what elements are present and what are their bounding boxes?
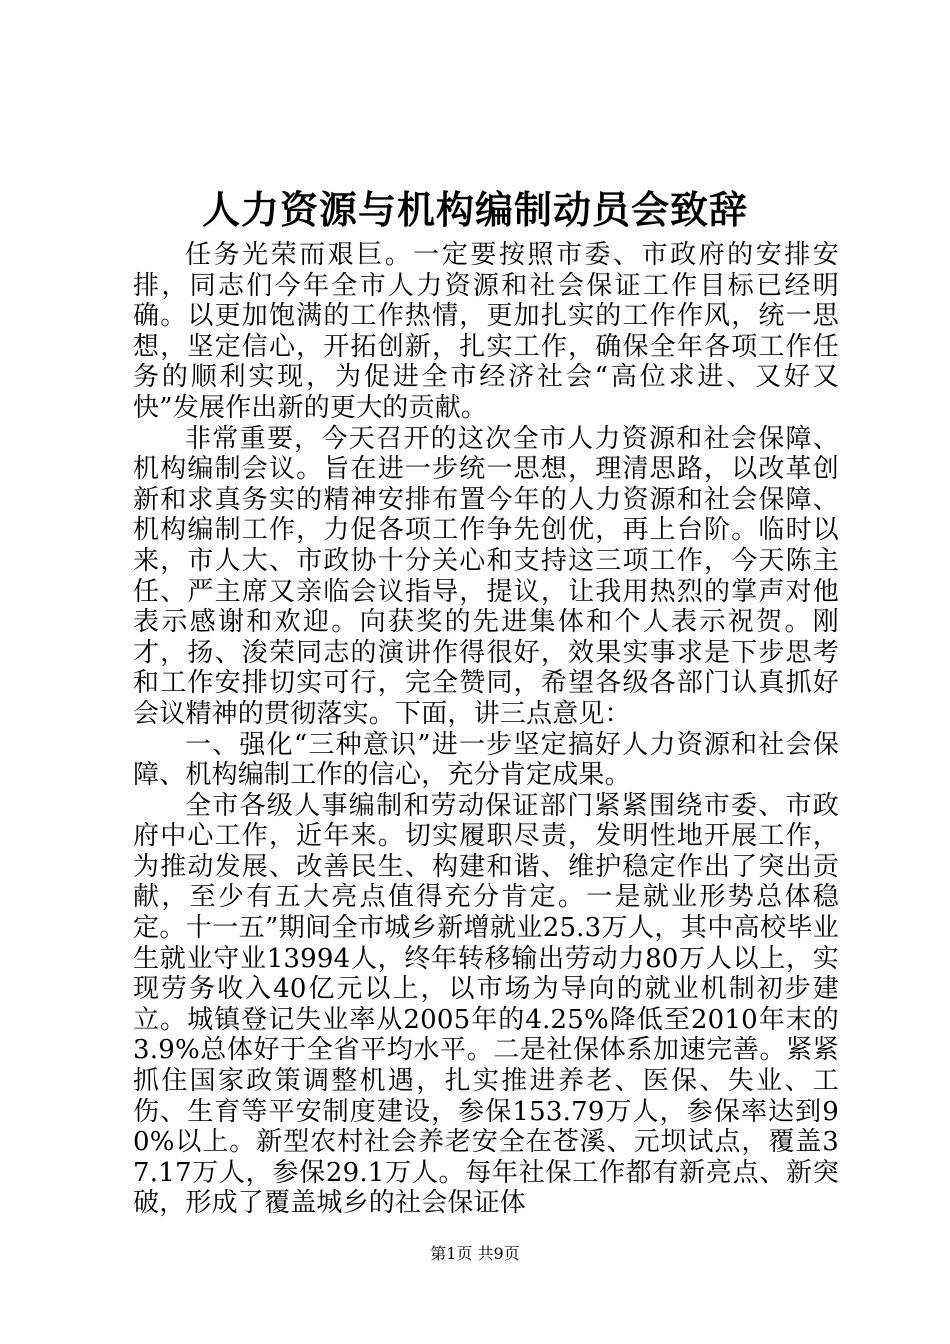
paragraph-1: 任务光荣而艰巨。一定要按照市委、市政府的安排安排，同志们今年全市人力资源和社会保证工作目标已经明确。以更加饱满的工作热情，更加扎实的工作作风，统一思想，坚定信心，开拓创新，扎实工作，确保全年各项工作任务的顺利实现，为促进全市经济社会“高位求进、又好又快”发展作出新的更大的贡献。 xyxy=(133,240,839,423)
paragraph-2: 非常重要，今天召开的这次全市人力资源和社会保障、机构编制会议。旨在进一步统一思想，理清思路，以改革创新和求真务实的精神安排布置今年的人力资源和社会保障、机构编制工作，力促各项工作争先创优，再上台阶。临时以来，市人大、市政协十分关心和支持这三项工作，今天陈主任、严主席又亲临会议指导，提议，让我用热烈的掌声对他表示感谢和欢迎。向获奖的先进集体和个人表示祝贺。刚才，扬、浚荣同志的演讲作得很好，效果实事求是下步思考和工作安排切实可行，完全赞同，希望各级各部门认真抓好会议精神的贯彻落实。下面，讲三点意见： xyxy=(133,423,839,729)
document-body xyxy=(133,240,839,1219)
document-title: 人力资源与机构编制动员会致辞 xyxy=(201,187,748,232)
paragraph-4: 全市各级人事编制和劳动保证部门紧紧围绕市委、市政府中心工作，近年来。切实履职尽责，发明性地开展工作，为推动发展、改善民生、构建和谐、维护稳定作出了突出贡献，至少有五大亮点值得充分肯定。一是就业形势总体稳定。十一五”期间全市城乡新增就业25.3万人，其中高校毕业生就业守业13994人，终年转移输出劳动力80万人以上，实现劳务收入40亿元以上，以市场为导向的就业机制初步建立。城镇登记失业率从2005年的4.25%降低至2010年末的3.9%总体好于全省平均水平。二是社保体系加速完善。紧紧抓住国家政策调整机遇，扎实推进养老、医保、失业、工伤、生育等平安制度建设，参保153.79万人，参保率达到90%以上。新型农村社会养老安全在苍溪、元坝试点，覆盖37.17万人，参保29.1万人。每年社保工作都有新亮点、新突破，形成了覆盖城乡的社会保证体 xyxy=(133,790,839,1219)
page-footer: 第1页 共9页 xyxy=(430,1244,520,1263)
paragraph-3: 一、强化“三种意识”进一步坚定搞好人力资源和社会保障、机构编制工作的信心，充分肯定成果。 xyxy=(133,729,839,791)
